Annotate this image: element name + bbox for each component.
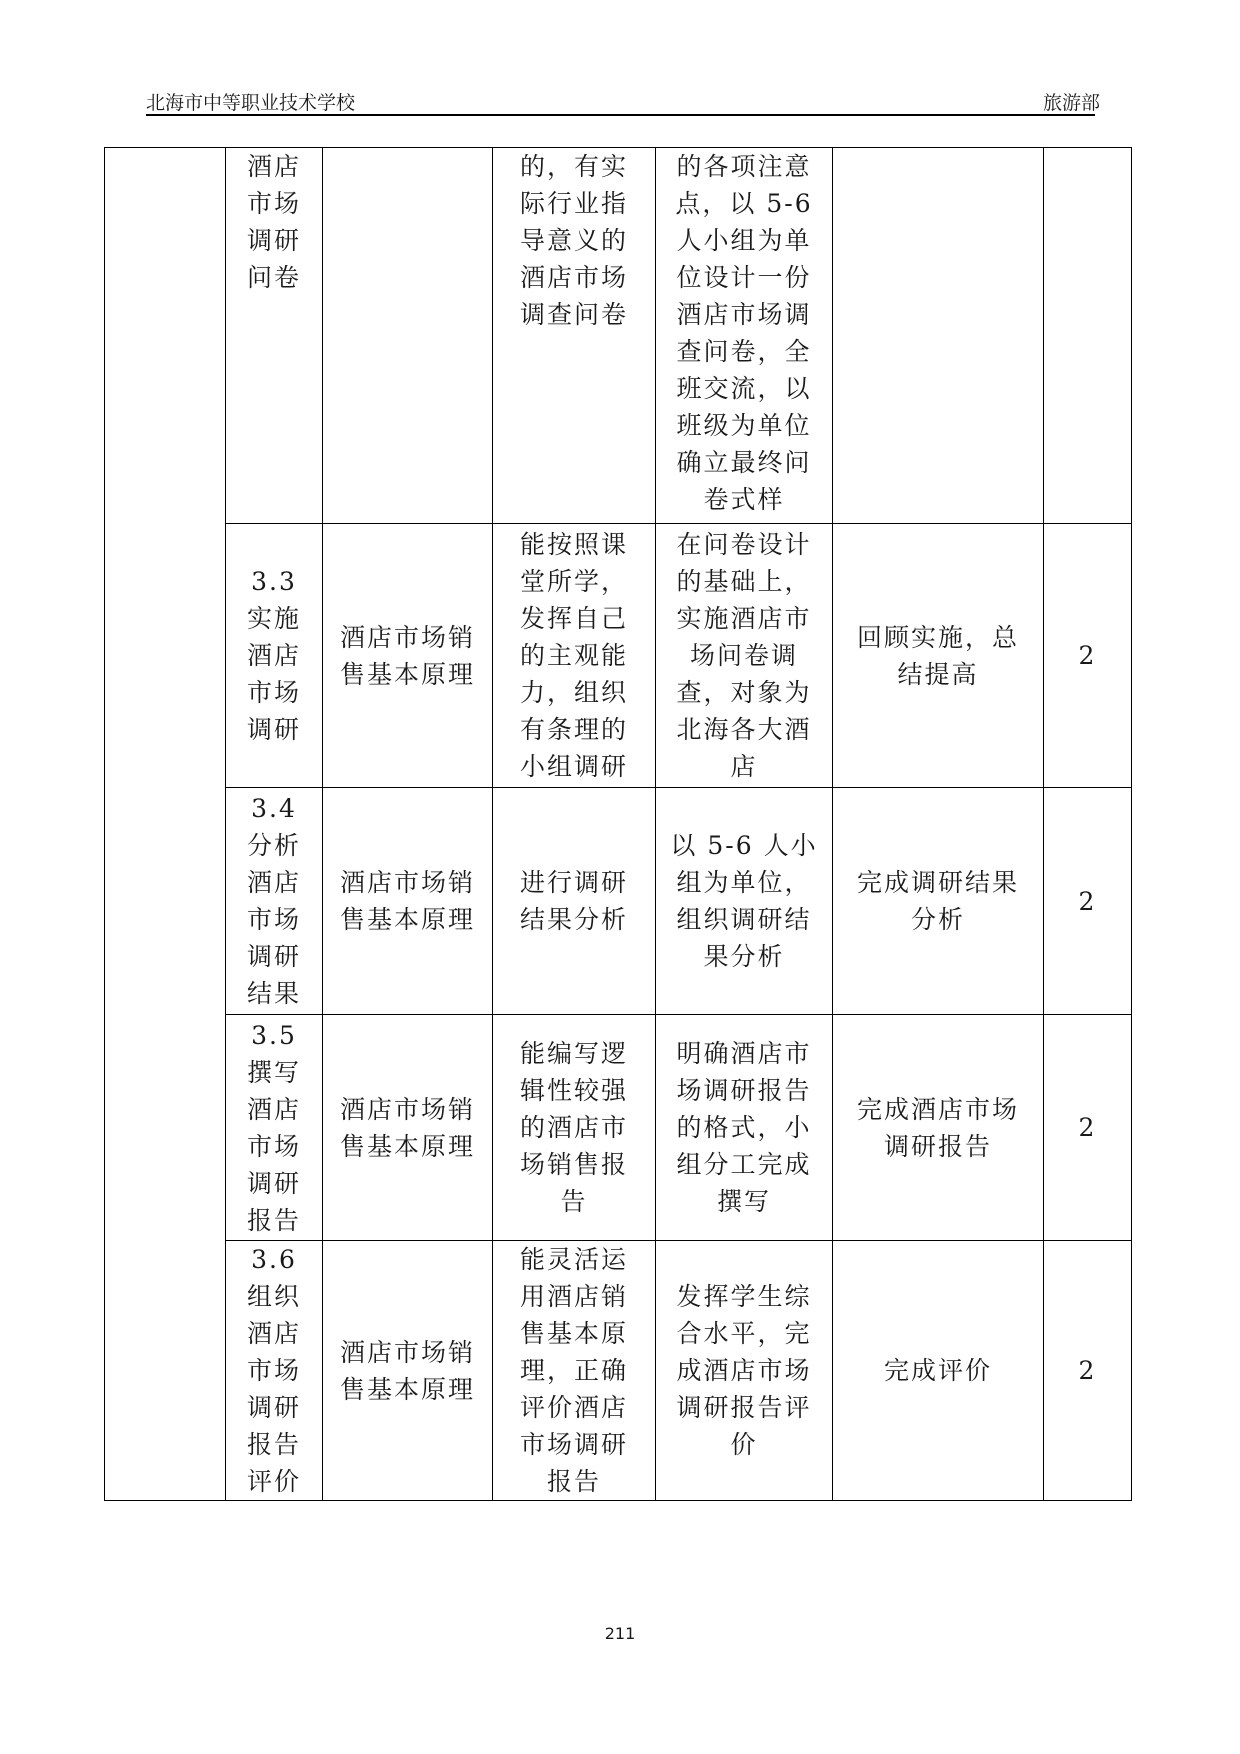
knowledge-cell [323, 148, 493, 524]
knowledge-cell: 酒店市场销 售基本原理 [323, 1241, 493, 1501]
assessment-cell: 完成酒店市场 调研报告 [833, 1015, 1044, 1241]
task-cell: 酒店 市场 调研 问卷 [226, 148, 323, 524]
hours-cell: 2 [1044, 1241, 1132, 1501]
task-cell: 3.4 分析 酒店 市场 调研 结果 [226, 788, 323, 1015]
assessment-cell [833, 148, 1044, 524]
table-row [105, 1015, 1132, 1241]
task-cell: 3.5 撰写 酒店 市场 调研 报告 [226, 1015, 323, 1241]
hours-cell [1044, 148, 1132, 524]
objective-cell: 能灵活运 用酒店销 售基本原 理，正确 评价酒店 市场调研 报告 [493, 1241, 656, 1501]
assessment-cell: 回顾实施，总 结提高 [833, 524, 1044, 788]
table-row [105, 524, 1132, 788]
module-cell [105, 148, 226, 1501]
hours-cell: 2 [1044, 1015, 1132, 1241]
activity-cell: 明确酒店市 场调研报告 的格式，小 组分工完成 撰写 [656, 1015, 833, 1241]
table-row [105, 148, 1132, 524]
header-school-name: 北海市中等职业技术学校 [146, 92, 356, 114]
header-divider [146, 114, 1095, 116]
objective-cell: 的，有实 际行业指 导意义的 酒店市场 调查问卷 [493, 148, 656, 524]
table-row [105, 788, 1132, 1015]
activity-cell: 发挥学生综 合水平，完 成酒店市场 调研报告评 价 [656, 1241, 833, 1501]
hours-cell: 2 [1044, 788, 1132, 1015]
assessment-cell: 完成评价 [833, 1241, 1044, 1501]
hours-cell: 2 [1044, 524, 1132, 788]
objective-cell: 能按照课 堂所学， 发挥自己 的主观能 力，组织 有条理的 小组调研 [493, 524, 656, 788]
activity-cell: 在问卷设计 的基础上， 实施酒店市 场问卷调 查，对象为 北海各大酒 店 [656, 524, 833, 788]
table-row [105, 1241, 1132, 1501]
activity-cell: 的各项注意 点，以 5-6 人小组为单 位设计一份 酒店市场调 查问卷，全 班交流，以 班级为单位 确立最终问 卷式样 [656, 148, 833, 524]
knowledge-cell: 酒店市场销 售基本原理 [323, 788, 493, 1015]
task-cell: 3.6 组织 酒店 市场 调研 报告 评价 [226, 1241, 323, 1501]
page-number: 211 [604, 1624, 636, 1643]
header-department: 旅游部 [1042, 92, 1100, 114]
objective-cell: 能编写逻 辑性较强 的酒店市 场销售报 告 [493, 1015, 656, 1241]
objective-cell: 进行调研 结果分析 [493, 788, 656, 1015]
activity-cell: 以 5-6 人小 组为单位， 组织调研结 果分析 [656, 788, 833, 1015]
knowledge-cell: 酒店市场销 售基本原理 [323, 1015, 493, 1241]
course-plan-table [104, 147, 1132, 1501]
knowledge-cell: 酒店市场销 售基本原理 [323, 524, 493, 788]
task-cell: 3.3 实施 酒店 市场 调研 [226, 524, 323, 788]
assessment-cell: 完成调研结果 分析 [833, 788, 1044, 1015]
